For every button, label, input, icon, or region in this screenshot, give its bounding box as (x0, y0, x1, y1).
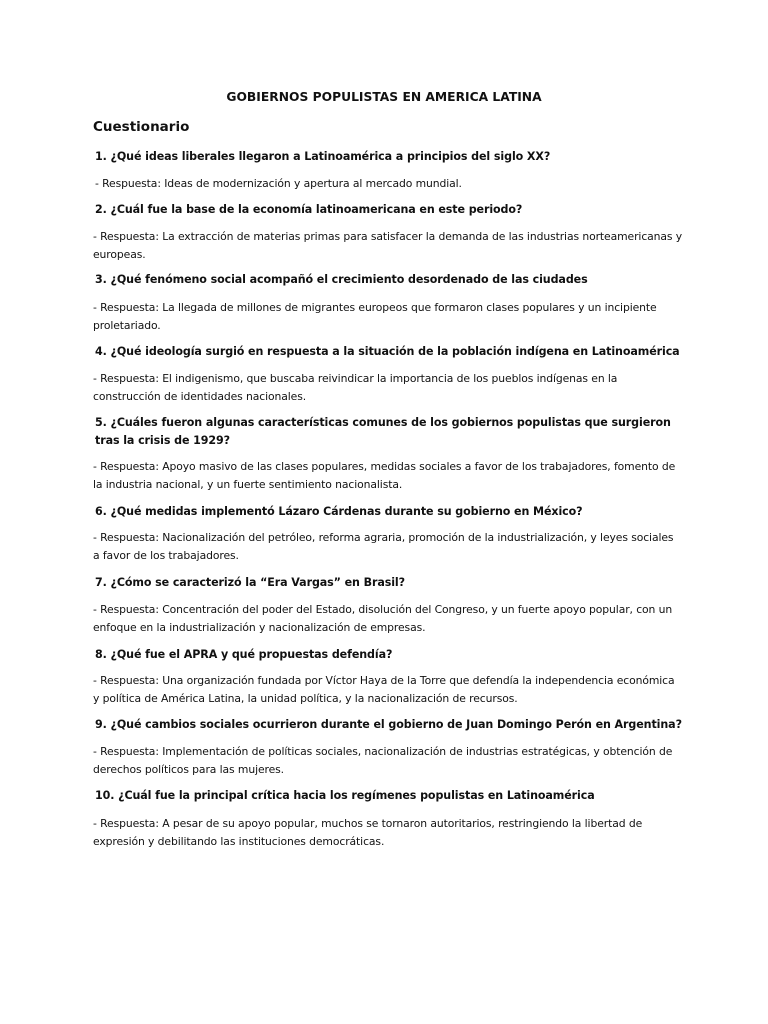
qa-item-3 (93, 271, 683, 332)
answer-6: - Respuesta: Nacionalización del petróleo, reforma agraria, promoción de la industrialización, y leyes sociales a favor de los trabajadores. (93, 531, 674, 562)
question-9: 9. ¿Qué cambios sociales ocurrieron durante el gobierno de Juan Domingo Perón en Argentina? (95, 718, 682, 731)
answer-1: - Respuesta: Ideas de modernización y apertura al mercado mundial. (95, 177, 462, 190)
question-10: 10. ¿Cuál fue la principal crítica hacia los regímenes populistas en Latinoamérica (95, 789, 595, 802)
question-7: 7. ¿Cómo se caracterizó la “Era Vargas” en Brasil? (95, 576, 405, 589)
qa-item-9 (93, 716, 683, 776)
qa-item-4 (93, 343, 683, 403)
answer-10: - Respuesta: A pesar de su apoyo popular, muchos se tornaron autoritarios, restringiendo la libertad de expresión y debilitando las instituciones democráticas. (93, 817, 643, 848)
question-2: 2. ¿Cuál fue la base de la economía latinoamericana en este periodo? (95, 203, 523, 216)
qa-item-1 (93, 148, 683, 190)
section-heading: Cuestionario (93, 119, 190, 135)
question-4: 4. ¿Qué ideología surgió en respuesta a la situación de la población indígena en Latinoamérica (95, 345, 680, 358)
qa-item-7 (93, 574, 683, 634)
qa-item-8 (93, 646, 683, 705)
qa-item-2 (93, 201, 683, 261)
document-title: GOBIERNOS POPULISTAS EN AMERICA LATINA (226, 90, 542, 104)
qa-item-6 (93, 503, 683, 562)
answer-2: - Respuesta: La extracción de materias primas para satisfacer la demanda de las industrias norteamericanas y europeas. (93, 230, 683, 261)
question-1: 1. ¿Qué ideas liberales llegaron a Latinoamérica a principios del siglo XX? (95, 150, 551, 163)
answer-8: - Respuesta: Una organización fundada por Víctor Haya de la Torre que defendía la independencia económica y política de América Latina, la unidad política, y la nacionalización de recursos. (93, 674, 675, 705)
answer-3: - Respuesta: La llegada de millones de migrantes europeos que formaron clases populares y un incipiente proletariado. (93, 301, 657, 332)
question-3: 3. ¿Qué fenómeno social acompañó el crecimiento desordenado de las ciudades (95, 273, 588, 286)
answer-9: - Respuesta: Implementación de políticas sociales, nacionalización de industrias estratégicas, y obtención de derechos políticos para las mujeres. (93, 745, 673, 776)
question-8: 8. ¿Qué fue el APRA y qué propuestas defendía? (95, 648, 393, 661)
question-6: 6. ¿Qué medidas implementó Lázaro Cárdenas durante su gobierno en México? (95, 505, 583, 518)
answer-7: - Respuesta: Concentración del poder del Estado, disolución del Congreso, y un fuerte apoyo popular, con un enfoque en la industrialización y nacionalización de empresas. (93, 603, 673, 634)
answer-5: - Respuesta: Apoyo masivo de las clases populares, medidas sociales a favor de los trabajadores, fomento de la industria nacional, y un fuerte sentimiento nacionalista. (93, 460, 676, 491)
qa-item-10 (93, 787, 683, 848)
answer-4: - Respuesta: El indigenismo, que buscaba reivindicar la importancia de los pueblos indígenas en la construcción de identidades nacionales. (93, 372, 618, 403)
question-5: 5. ¿Cuáles fueron algunas características comunes de los gobiernos populistas que surgieron tras la crisis de 1929? (95, 416, 671, 447)
qa-item-5 (93, 414, 683, 491)
